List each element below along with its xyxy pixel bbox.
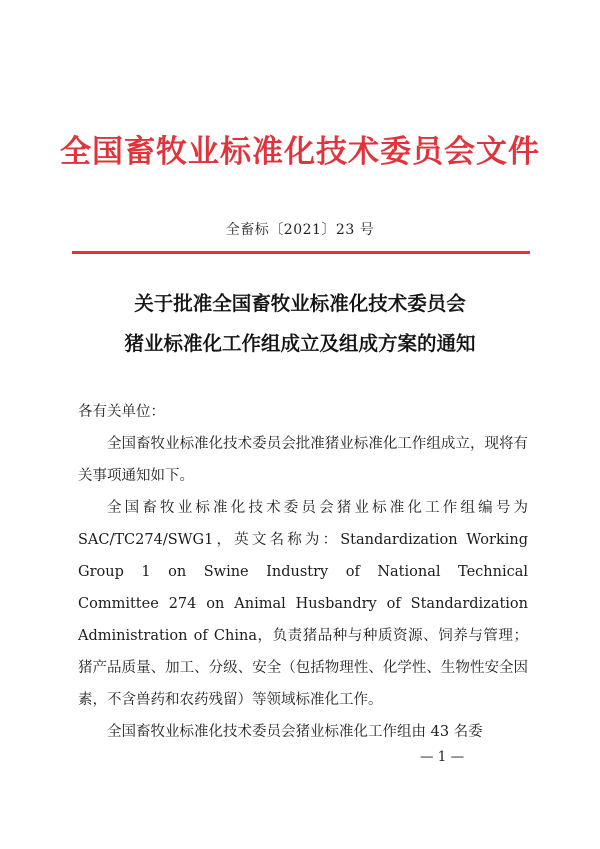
salutation: 各有关单位：	[78, 404, 165, 420]
notice-title-line-2: 猪业标准化工作组成立及组成方案的通知	[124, 332, 476, 355]
paragraph-3: 全国畜牧业标准化技术委员会猪业标准化工作组由 43 名委	[107, 724, 483, 740]
paragraph-2: 全国畜牧业标准化技术委员会猪业标准化工作组编号为SAC/TC274/SWG1，英文名称为：Standardization Working Group 1 on Swine Industry of National Technical Committee 274 on Animal Husbandry of Standardization Administration of China，负责猪品种与种质资源、饲养与管理；猪产品质量、加工、分级、安全（包括物理性、化学性、生物性安全因素，不含兽药和农药残留）等领域标准化工作。	[78, 500, 528, 708]
page-number: — 1 —	[420, 749, 465, 765]
notice-title-line-1: 关于批准全国畜牧业标准化技术委员会	[134, 292, 466, 315]
paragraph-1: 全国畜牧业标准化技术委员会批准猪业标准化工作组成立，现将有关事项通知如下。	[78, 436, 528, 484]
red-divider-line	[72, 251, 530, 254]
masthead-title: 全国畜牧业标准化技术委员会文件	[60, 134, 540, 170]
document-number: 全畜标〔2021〕23 号	[225, 222, 375, 238]
